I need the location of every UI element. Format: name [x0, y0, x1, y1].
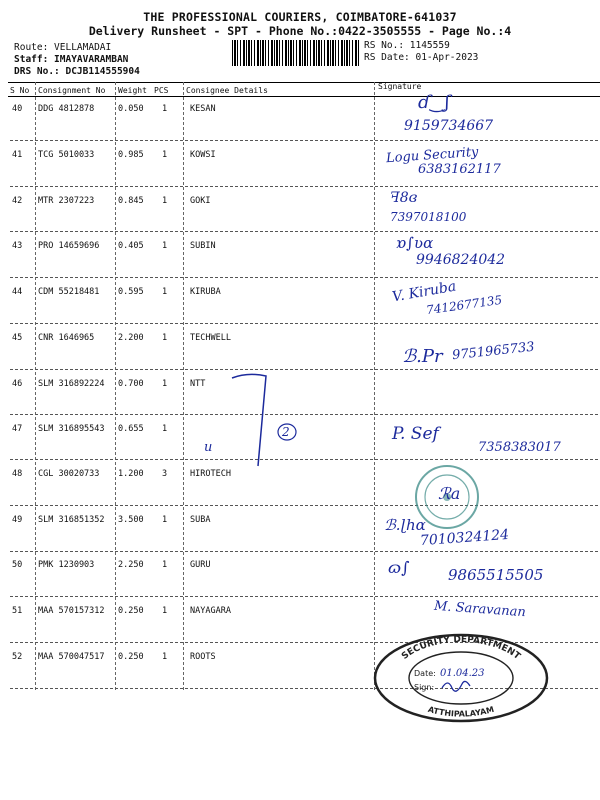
row-consignment-number: MAA 570047517: [38, 652, 105, 662]
row-pieces: 1: [162, 560, 168, 570]
row-consignment-number: CNR 1646965: [38, 333, 95, 343]
svg-text:ATTHIPALAYAM: [427, 705, 495, 719]
row-pieces: 1: [162, 652, 168, 662]
handwritten-phone: 9865515505: [448, 566, 544, 584]
handwritten-phone: 9946824042: [416, 252, 506, 268]
signature-scribble: ℬ.ɭhɑ: [384, 516, 426, 534]
header-rule: [8, 96, 600, 97]
row-weight: 0.655: [118, 424, 144, 434]
row-sno: 51: [12, 606, 23, 616]
row-separator: [10, 596, 598, 597]
security-department-stamp: [372, 632, 550, 724]
column-header-signature: Signature: [378, 82, 422, 91]
row-consignment-number: SLM 316892224: [38, 379, 105, 389]
column-header-pcs: PCS: [154, 86, 169, 95]
row-separator: [10, 369, 598, 370]
row-sno: 44: [12, 287, 23, 297]
row-consignee: NTT: [190, 379, 206, 389]
row-weight: 1.200: [118, 469, 144, 479]
row-weight: 0.845: [118, 196, 144, 206]
row-pieces: 3: [162, 469, 168, 479]
svg-text:SECURITY DEPARTMENT: [400, 635, 523, 662]
row-sno: 50: [12, 560, 23, 570]
row-consignment-number: MAA 570157312: [38, 606, 105, 616]
row-separator: [10, 186, 598, 187]
row-weight: 0.700: [118, 379, 144, 389]
row-consignee: KESAN: [190, 104, 216, 114]
row-consignment-number: SLM 316895543: [38, 424, 105, 434]
column-header-consignee: Consignee Details: [186, 86, 268, 95]
row-consignment-number: TCG 5010033: [38, 150, 95, 160]
row-sno: 41: [12, 150, 23, 160]
signature-scribble: P. Sef: [392, 424, 439, 444]
row-consignee: KOWSI: [190, 150, 216, 160]
runsheet-title: Delivery Runsheet - SPT - Phone No.:0422-3505555 - Page No.:4: [88, 24, 512, 38]
row-weight: 0.405: [118, 241, 144, 251]
row-sno: 45: [12, 333, 23, 343]
row-consignment-number: PMK 1230903: [38, 560, 95, 570]
row-weight: 0.985: [118, 150, 144, 160]
signature-scribble: ꟻ8ɞ: [390, 190, 418, 206]
handwritten-phone: 6383162117: [418, 162, 501, 177]
handwritten-note: Logu Security: [385, 144, 479, 167]
rs-number: RS No.: 1145559: [364, 40, 450, 51]
circled-number: 2: [282, 425, 290, 439]
row-weight: 0.250: [118, 652, 144, 662]
stamp-signature: [442, 681, 470, 691]
row-consignment-number: DDG 4812878: [38, 104, 95, 114]
row-sno: 46: [12, 379, 23, 389]
stamp-date-label: Date:: [414, 669, 436, 678]
signature-scribble: ℛa: [438, 484, 461, 503]
row-sno: 40: [12, 104, 23, 114]
staff-label: Staff: IMAYAVARAMBAN: [14, 54, 129, 65]
row-separator: [10, 231, 598, 232]
row-consignee: TECHWELL: [190, 333, 231, 343]
row-weight: 2.250: [118, 560, 144, 570]
drs-number: DRS No.: DCJB114555904: [14, 66, 140, 77]
row-pieces: 1: [162, 196, 168, 206]
signature-scribble: ɷ∫: [388, 558, 410, 577]
row-pieces: 1: [162, 379, 168, 389]
row-pieces: 1: [162, 104, 168, 114]
row-separator: [10, 551, 598, 552]
row-separator: [10, 459, 598, 460]
signature-scribble: ɗ‿ʃ: [418, 92, 450, 113]
signature-scribble: ℬ.Pr: [402, 346, 443, 367]
row-sno: 42: [12, 196, 23, 206]
row-consignment-number: PRO 14659696: [38, 241, 100, 251]
row-separator: [10, 140, 598, 141]
row-consignee: SUBIN: [190, 241, 216, 251]
row-weight: 3.500: [118, 515, 144, 525]
handwritten-phone: 7010324124: [419, 526, 510, 550]
company-title: THE PROFESSIONAL COURIERS, COIMBATORE-641037: [143, 10, 457, 24]
row-consignee: GURU: [190, 560, 211, 570]
signature-scribble: ɒ∫ʋɑ: [396, 234, 434, 252]
handwritten-phone: 7412677135: [425, 292, 503, 318]
row-consignee: HIROTECH: [190, 469, 231, 479]
row-consignee: ROOTS: [190, 652, 216, 662]
column-divider: [183, 82, 184, 690]
handwritten-name: M. Saravanan: [433, 598, 527, 621]
row-sno: 49: [12, 515, 23, 525]
row-sno: 47: [12, 424, 23, 434]
stamp-date-value: 01.04.23: [440, 668, 485, 679]
row-weight: 0.050: [118, 104, 144, 114]
row-pieces: 1: [162, 241, 168, 251]
stamp-top-text: SECURITY DEPARTMENT: [400, 634, 522, 662]
row-weight: 0.250: [118, 606, 144, 616]
handwritten-name: V. Kiruba: [391, 278, 458, 306]
barcode: [232, 40, 360, 66]
row-separator: [10, 505, 598, 506]
column-header-sno: S No: [10, 86, 30, 95]
stamp-sign-label: Sign:: [414, 683, 435, 692]
row-sno: 52: [12, 652, 23, 662]
column-header-consignment: Consignment No: [38, 86, 106, 95]
bracket-mark: [228, 370, 278, 470]
row-consignment-number: SLM 316851352: [38, 515, 105, 525]
stamp-bottom-text: ATTHIPALAYAM: [426, 704, 496, 719]
row-pieces: 1: [162, 424, 168, 434]
handwritten-phone: 9751965733: [451, 339, 536, 364]
row-consignee: NAYAGARA: [190, 606, 231, 616]
row-pieces: 1: [162, 606, 168, 616]
row-consignment-number: CGL 30020733: [38, 469, 100, 479]
handwritten-tick: u: [204, 440, 213, 455]
row-weight: 0.595: [118, 287, 144, 297]
handwritten-phone: 7397018100: [390, 210, 467, 224]
row-pieces: 1: [162, 150, 168, 160]
table-top-rule: [8, 82, 600, 83]
rs-date: RS Date: 01-Apr-2023: [364, 52, 479, 63]
column-divider: [35, 82, 36, 690]
column-header-weight: Weight: [118, 86, 147, 95]
row-consignment-number: CDM 55218481: [38, 287, 100, 297]
column-divider: [374, 82, 375, 690]
row-separator: [10, 323, 598, 324]
row-consignment-number: MTR 2307223: [38, 196, 95, 206]
row-separator: [10, 277, 598, 278]
row-consignee: GOKI: [190, 196, 211, 206]
row-pieces: 1: [162, 333, 168, 343]
handwritten-phone: 9159734667: [404, 118, 494, 134]
row-consignee: SUBA: [190, 515, 211, 525]
row-sno: 43: [12, 241, 23, 251]
row-consignee: KIRUBA: [190, 287, 221, 297]
row-pieces: 1: [162, 287, 168, 297]
column-divider: [115, 82, 116, 690]
row-weight: 2.200: [118, 333, 144, 343]
row-sno: 48: [12, 469, 23, 479]
row-separator: [10, 414, 598, 415]
route-label: Route: VELLAMADAI: [14, 42, 112, 53]
row-pieces: 1: [162, 515, 168, 525]
handwritten-phone: 7358383017: [478, 440, 561, 455]
